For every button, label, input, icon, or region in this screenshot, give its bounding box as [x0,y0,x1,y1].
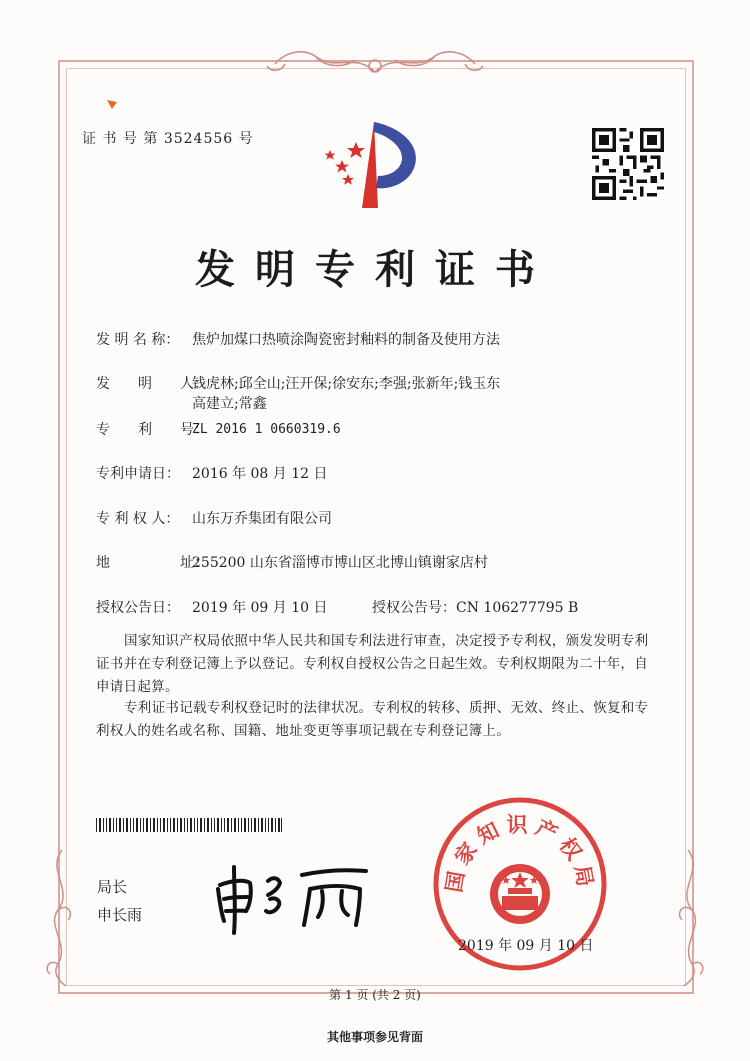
seal-text: 国家知识产权局 [441,813,599,895]
director-title: 局长 [97,878,128,896]
grant-number-value: CN 106277795 B [456,600,579,616]
handwritten-signature [210,855,380,935]
patentee-value: 山东万乔集团有限公司 [192,511,332,527]
qr-code-icon [592,128,664,200]
grant-statement-paragraph: 国家知识产权局依照中华人民共和国专利法进行审查，决定授予专利权，颁发发明专利证书并在专利登记簿上予以登记。专利权自授权公告之日起生效。专利权期限为二十年，自申请日起算。 [96,633,649,695]
top-ornament [255,42,495,82]
grant-date-label: 授权公告日： [96,600,180,616]
patentee-label: 专 利 权 人： [96,511,180,527]
address-row [96,553,488,573]
patent-number-row [96,420,341,440]
inventor-value-line1: 钱虎林;邱全山;汪开保;徐安东;李强;张新年;钱玉东 [192,376,501,392]
inventor-row [96,374,500,414]
left-ornament [40,840,80,990]
page-number: 第 1 页 (共 2 页) [329,988,421,1002]
grant-date-value: 2019 年 09 月 10 日 [192,600,328,616]
grant-number-label: 授权公告号： [372,600,456,616]
grant-date-row [96,598,328,618]
footer-note: 其他事项参见背面 [326,1030,423,1044]
application-date-label: 专利申请日： [96,466,180,482]
certificate-title: 发明专利证书 [195,247,555,293]
inventor-label: 发 明 人： [96,376,208,392]
invention-name-row [96,330,500,350]
certificate-number-suffix: 号 [238,131,254,147]
certificate-number [82,128,254,148]
right-ornament [670,840,710,990]
orange-mark-icon [106,98,118,110]
address-value: 255200 山东省淄博市博山区北博山镇谢家店村 [192,555,488,571]
patent-number-value: ZL 2016 1 0660319.6 [192,422,341,437]
patentee-row [96,509,332,529]
application-date-value: 2016 年 08 月 12 日 [192,466,328,482]
application-date-row [96,464,328,484]
grant-number-row [372,598,578,618]
invention-name-label: 发 明 名 称： [96,332,180,348]
patent-number-label: 专 利 号： [96,422,208,438]
invention-name-value: 焦炉加煤口热喷涂陶瓷密封釉料的制备及使用方法 [192,332,500,348]
seal-date: 2019 年 09 月 10 日 [458,938,594,954]
inventor-value-line2: 高建立;常鑫 [192,396,267,412]
address-label: 地 址： [96,555,208,571]
director-name: 申长雨 [97,906,143,924]
legal-status-paragraph: 专利证书记载专利权登记时的法律状况。专利权的转移、质押、无效、终止、恢复和专利权人的姓名或名称、国籍、地址变更等事项记载在专利登记簿上。 [96,700,649,739]
barcode-icon [96,818,282,832]
cnipa-logo-icon [318,118,430,210]
certificate-number-value: 3524556 [163,131,234,147]
certificate-number-label: 证 书 号 第 [82,131,159,147]
